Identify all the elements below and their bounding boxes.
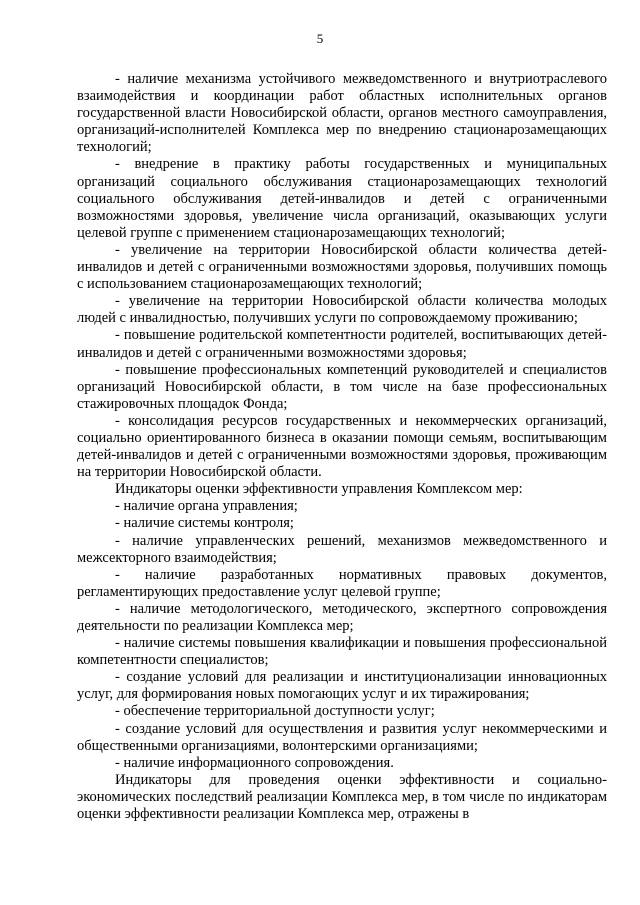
paragraph: - обеспечение территориальной доступности услуг; xyxy=(115,703,435,720)
paragraph: - консолидация ресурсов государственных и некоммерческих организаций, социально ориентированного бизнеса в оказании помощи семьям, воспитывающим детей-инвалидов и детей с ограниченными возможностями здоровья, проживающим на территории Новосибирской области. xyxy=(77,412,607,481)
paragraph: - создание условий для осуществления и развития услуг некоммерческими и общественными организациями, волонтерскими организациями; xyxy=(77,720,607,754)
paragraph: - увеличение на территории Новосибирской области количества молодых людей с инвалидностью, получивших услуги по сопровождаемому проживанию; xyxy=(77,293,607,327)
paragraph: - повышение родительской компетентности родителей, воспитывающих детей-инвалидов и детей с ограниченными возможностями здоровья; xyxy=(77,327,607,361)
paragraph: - внедрение в практику работы государственных и муниципальных организаций социального обслуживания стационарозамещающих технологий социального обслуживания детей-инвалидов и детей с ограниченными возможностями здоровья, увеличение числа организаций, оказывающих услуги целевой группе с применением стационарозамещающих технологий; xyxy=(77,156,607,241)
paragraph: - наличие системы повышения квалификации и повышения профессиональной компетентности специалистов; xyxy=(77,635,607,669)
paragraph: - создание условий для реализации и институционализации инновационных услуг, для формирования новых помогающих услуг и их тиражирования; xyxy=(77,669,607,703)
paragraph: - наличие методологического, методического, экспертного сопровождения деятельности по реализации Комплекса мер; xyxy=(77,600,607,634)
paragraph: - наличие управленческих решений, механизмов межведомственного и межсекторного взаимодействия; xyxy=(77,532,607,566)
page-number: 5 xyxy=(316,31,324,46)
paragraph: - наличие информационного сопровождения. xyxy=(115,754,394,771)
paragraph: - наличие органа управления; xyxy=(115,498,298,515)
paragraph: - увеличение на территории Новосибирской области количества детей-инвалидов и детей с ограниченными возможностями здоровья, получивших помощь с использованием стационарозамещающих технологий; xyxy=(77,241,607,293)
paragraph: Индикаторы для проведения оценки эффективности и социально-экономических последствий реализации Комплекса мер, в том числе по индикаторам оценки эффективности реализации Комплекса мер, отражены в xyxy=(77,771,607,823)
paragraph: - повышение профессиональных компетенций руководителей и специалистов организаций Новосибирской области, в том числе на базе профессиональных стажировочных площадок Фонда; xyxy=(77,361,607,412)
document-body xyxy=(77,71,607,823)
paragraph: - наличие разработанных нормативных правовых документов, регламентирующих предоставление услуг целевой группе; xyxy=(77,566,607,600)
paragraph: - наличие механизма устойчивого межведомственного и внутриотраслевого взаимодействия и координации работ областных исполнительных органов государственной власти Новосибирской области, органов местного самоуправления, организаций-исполнителей Комплекса мер по внедрению стационарозамещающих технологий; xyxy=(77,71,607,156)
paragraph: - наличие системы контроля; xyxy=(115,515,294,532)
paragraph: Индикаторы оценки эффективности управления Комплексом мер: xyxy=(115,481,523,498)
